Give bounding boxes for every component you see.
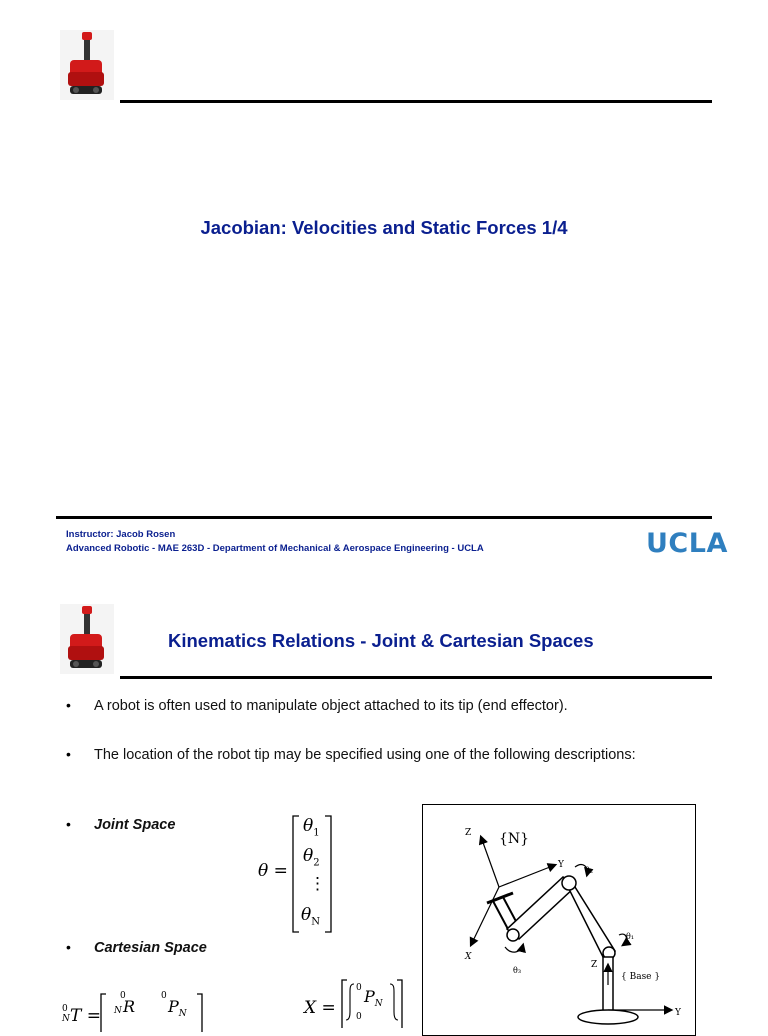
eq-x-lhs: X = [304, 998, 336, 1018]
axis-z-top-label: Z [465, 828, 472, 838]
eq-t-sup: 0 [62, 1004, 68, 1014]
bullet-cartesian-space: Cartesian Space [94, 940, 207, 956]
bullet-1: A robot is often used to manipulate object attached to its tip (end effector). [94, 698, 568, 714]
frame-n-label: {N} [499, 831, 530, 847]
header-rule [120, 676, 712, 679]
right-bracket-icon [196, 992, 204, 1032]
axis-z-base-label: Z [591, 960, 598, 970]
theta-entry-n: $\theta_N$ [301, 905, 320, 928]
eq-t-r: R [123, 997, 136, 1016]
eq-t-p: $P_N$ [168, 997, 187, 1020]
theta1-label: θ₁ [626, 932, 635, 941]
eq-t-lhs: T = [70, 1006, 101, 1026]
robot-arm-figure [422, 804, 696, 1036]
left-bracket-icon [100, 992, 108, 1032]
eq-t-r-sup: 0 [120, 991, 126, 1001]
axis-y-top-label: Y [558, 860, 564, 870]
header-rule [120, 100, 712, 103]
theta-entry-dots: ⋮ [309, 874, 326, 894]
robot-logo-icon [60, 604, 114, 674]
eq-x-second-sup: 0 [356, 1012, 362, 1022]
robot-logo-icon [60, 30, 114, 100]
theta3-label: θ₃ [513, 966, 522, 975]
axis-x-label: X [465, 952, 472, 962]
left-bracket-icon [291, 814, 301, 934]
theta-entry-1: $\theta_1$ [303, 816, 320, 839]
slide-title: Kinematics Relations - Joint & Cartesian Spaces [168, 630, 594, 651]
equation-theta-lhs: θ = [258, 861, 288, 881]
footer-course: Advanced Robotic - MAE 263D - Department of Mechanical & Aerospace Engineering - UCLA [66, 543, 484, 554]
bullet-marker: • [66, 939, 71, 955]
eq-x-p-sup: 0 [356, 983, 362, 993]
bullet-joint-space: Joint Space [94, 817, 176, 833]
bullet-2: The location of the robot tip may be specified using one of the following descriptions: [94, 747, 636, 763]
ucla-logo: UCLA [646, 528, 728, 559]
bullet-marker: • [66, 697, 71, 713]
slide-title: Jacobian: Velocities and Static Forces 1/4 [200, 217, 568, 238]
eq-x-p: $P_N$ [364, 987, 383, 1010]
eq-t-r-sub: N [114, 1006, 122, 1016]
left-bracket-icon [340, 978, 356, 1028]
bullet-marker: • [66, 816, 71, 832]
robot-arm-diagram [423, 805, 695, 1035]
bullet-marker: • [66, 746, 71, 762]
base-label: { Base } [621, 972, 661, 982]
eq-t-sub: N [62, 1014, 70, 1024]
theta2-label: θ₂ [585, 866, 594, 875]
eq-t-p-sup: 0 [161, 991, 167, 1001]
footer-rule [56, 516, 712, 519]
right-bracket-icon [388, 978, 404, 1028]
theta-entry-2: $\theta_2$ [303, 846, 320, 869]
footer-instructor: Instructor: Jacob Rosen [66, 529, 176, 540]
axis-y-base-label: Y [675, 1008, 681, 1018]
